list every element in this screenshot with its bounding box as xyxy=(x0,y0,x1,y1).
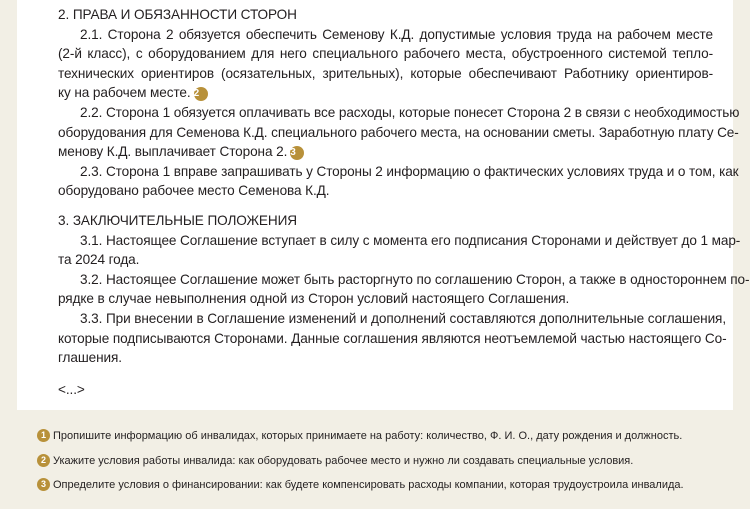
clause-2-1-line: (2-й класс), с оборудованием для него специального рабочего места, обустроенного системой тепло- xyxy=(58,46,713,62)
footnote-2 xyxy=(37,453,684,478)
footnotes xyxy=(37,428,684,502)
clause-3-2-line: рядке в случае невыполнения одной из Сторон условий настоящего Соглашения. xyxy=(58,291,570,307)
clause-2-1-line xyxy=(58,83,713,103)
footnote-text: Определите условия о финансировании: как будете компенсировать расходы компании, которая трудоустроила инвалида. xyxy=(53,479,684,491)
footnote-badge-2: 2 xyxy=(194,87,208,101)
footnote-text: Укажите условия работы инвалида: как оборудовать рабочее место и нужно ли создавать специальные условия. xyxy=(53,454,634,467)
clause-3-3-line: 3.3. При внесении в Соглашение изменений и дополнений составляются дополнительные соглашения, xyxy=(80,310,726,326)
clause-2-2-line: 2.2. Сторона 1 обязуется оплачивать все расходы, которые понесет Сторона 2 в связи с необходимостью xyxy=(80,104,740,120)
footnote-1 xyxy=(37,428,684,453)
clause-2-2-line xyxy=(58,142,713,162)
clause-3-3-line: глашения. xyxy=(58,350,122,366)
omission-marker: <...> xyxy=(58,381,85,397)
document-body xyxy=(58,5,750,399)
clause-2-1-line: 2.1. Сторона 2 обязуется обеспечить Семенову К.Д. допустимые условия труда на рабочем месте xyxy=(80,26,713,42)
footnote-number-badge: 2 xyxy=(37,454,50,467)
footnote-text: Пропишите информацию об инвалидах, которых принимаете на работу: количество, Ф. И. О., дату рождения и должность. xyxy=(53,430,683,442)
section-2-title: 2. ПРАВА И ОБЯЗАННОСТИ СТОРОН xyxy=(58,7,297,22)
clause-2-3-line: оборудовано рабочее место Семенова К.Д. xyxy=(58,183,330,199)
footnote-badge-3: 3 xyxy=(290,146,304,160)
clause-2-1-text: ку на рабочем месте. xyxy=(58,85,191,101)
footnote-3 xyxy=(37,477,684,502)
footnote-number-badge: 3 xyxy=(37,478,50,491)
clause-2-2-line: оборудования для Семенова К.Д. специального рабочего места, на основании сметы. Заработную плату Се- xyxy=(58,124,739,140)
clause-2-1-line: технических ориентиров (осязательных, зрительных), которые обеспечивают Работнику ориентиров- xyxy=(58,65,713,81)
clause-3-3-line: которые подписываются Сторонами. Данные соглашения являются неотъемлемой частью настоящего Со- xyxy=(58,330,727,346)
footnote-number-badge: 1 xyxy=(37,429,50,442)
clause-2-3-line: 2.3. Сторона 1 вправе запрашивать у Стороны 2 информацию о фактических условиях труда и о том, как xyxy=(80,163,739,179)
clause-3-2-line: 3.2. Настоящее Соглашение может быть расторгнуто по соглашению Сторон, а также в одностороннем по- xyxy=(80,271,750,287)
clause-3-1-line: 3.1. Настоящее Соглашение вступает в силу с момента его подписания Сторонами и действует до 1 мар- xyxy=(80,232,741,248)
clause-3-1-line: та 2024 года. xyxy=(58,252,140,268)
section-3-title: 3. ЗАКЛЮЧИТЕЛЬНЫЕ ПОЛОЖЕНИЯ xyxy=(58,212,297,228)
clause-2-2-text: менову К.Д. выплачивает Сторона 2. xyxy=(58,144,288,160)
